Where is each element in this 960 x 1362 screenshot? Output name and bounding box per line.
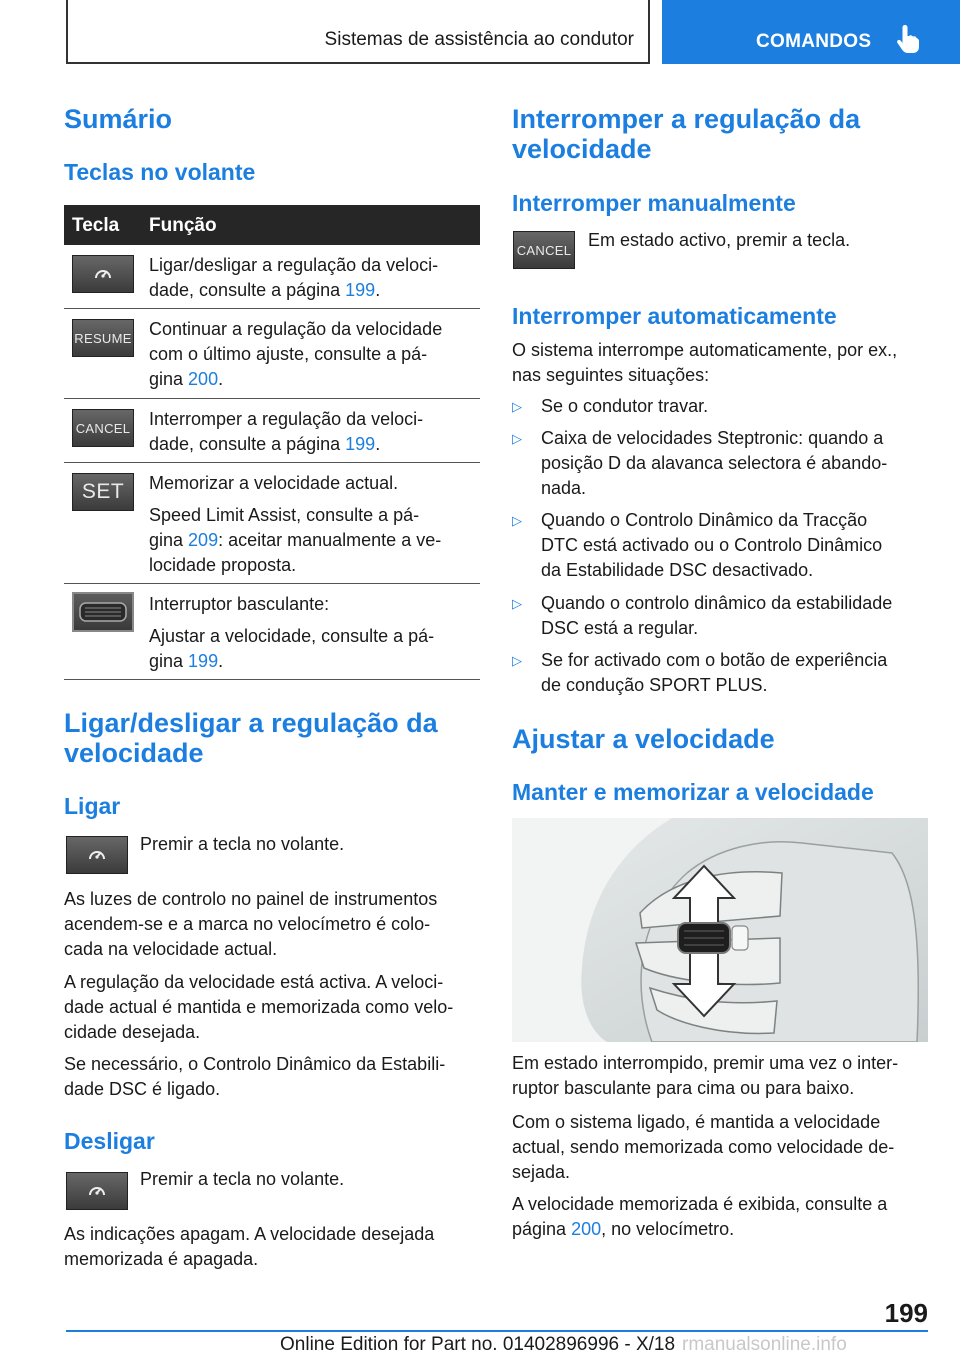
speedometer-key-image xyxy=(66,836,128,874)
header-chapter-label: COMANDOS xyxy=(756,31,872,52)
heading-interromper-automaticamente: Interromper automaticamente xyxy=(512,303,837,329)
table-row xyxy=(64,309,480,399)
table-row xyxy=(64,584,480,680)
heading-teclas-no-volante: Teclas no volante xyxy=(64,159,256,185)
table-row xyxy=(64,463,480,584)
row-text: Memorizar a velocidade actual. Speed Limit Assist, consulte a pá- gina 209: aceitar manualmente a ve- locidade proposta. xyxy=(149,473,442,575)
illus-paragraph-1: Em estado interrompido, premir uma vez o inter- ruptor basculante para cima ou para baixo. xyxy=(512,1053,899,1098)
heading-ajustar-velocidade: Ajustar a velocidade xyxy=(512,724,775,754)
table-row xyxy=(64,245,480,309)
heading-sumario: Sumário xyxy=(64,104,173,134)
illus-paragraph-2: Com o sistema ligado, é mantida a velocidade actual, sendo memorizada como velocidade de- sejada. xyxy=(512,1112,895,1182)
desligar-key-text: Premir a tecla no volante. xyxy=(140,1169,345,1189)
ligar-paragraph-1: As luzes de controlo no painel de instrumentos acendem-se e a marca no velocímetro é colo- cada na velocidade actual. xyxy=(64,889,438,959)
table-header-key: Tecla xyxy=(72,215,120,236)
table-row xyxy=(64,399,480,463)
rocker-switch-key-image xyxy=(72,592,134,632)
speedometer-icon xyxy=(86,1182,108,1200)
speedometer-key-image xyxy=(72,255,134,293)
heading-manter-memorizar: Manter e memorizar a velocidade xyxy=(512,779,874,805)
bullet-triangle-icon: ▷ xyxy=(512,399,522,414)
page-link[interactable]: 199 xyxy=(345,280,376,300)
speedometer-icon xyxy=(86,846,108,864)
bullet-triangle-icon: ▷ xyxy=(512,596,522,611)
table-header-function: Função xyxy=(149,215,217,236)
footer-divider xyxy=(66,1330,928,1332)
bullet-triangle-icon: ▷ xyxy=(512,653,522,668)
row-text: Ligar/desligar a regulação da veloci- dade, consulte a página 199. xyxy=(149,255,439,300)
header-chapter-tab[interactable] xyxy=(662,0,960,64)
resume-key-image: RESUME xyxy=(72,319,134,357)
speedometer-icon xyxy=(92,265,114,283)
heading-ligar-desligar: Ligar/desligar a regulação da velocidade xyxy=(64,708,438,768)
bullet-triangle-icon: ▷ xyxy=(512,431,522,446)
rocker-switch-icon xyxy=(78,600,128,624)
heading-ligar: Ligar xyxy=(64,793,121,819)
page-link[interactable]: 200 xyxy=(571,1219,602,1239)
heading-interromper-manualmente: Interromper manualmente xyxy=(512,190,796,216)
header-section-box xyxy=(66,0,650,64)
keys-table xyxy=(64,205,480,680)
footer-edition: Online Edition for Part no. 01402896996 - X/18 xyxy=(280,1334,676,1355)
table-header xyxy=(64,205,480,245)
page-link[interactable]: 199 xyxy=(345,434,376,454)
steering-wheel-rocker-illustration xyxy=(512,818,928,1042)
ligar-key-text: Premir a tecla no volante. xyxy=(140,834,345,854)
page-link[interactable]: 200 xyxy=(188,369,219,389)
cancel-key-image: CANCEL xyxy=(72,409,134,447)
ligar-paragraph-3: Se necessário, o Controlo Dinâmico da Estabili- dade DSC é ligado. xyxy=(64,1054,446,1099)
speedometer-key-image xyxy=(66,1172,128,1210)
manual-text: Em estado activo, premir a tecla. xyxy=(588,230,851,250)
desligar-paragraph: As indicações apagam. A velocidade desejada memorizada é apagada. xyxy=(64,1224,435,1269)
page-link[interactable]: 199 xyxy=(188,651,219,671)
heading-interromper: Interromper a regulação da velocidade xyxy=(512,104,861,164)
pointing-hand-icon xyxy=(896,24,920,54)
set-key-image: SET xyxy=(72,473,134,511)
bullet-triangle-icon: ▷ xyxy=(512,513,522,528)
auto-paragraph: O sistema interrompe automaticamente, por ex., nas seguintes situações: xyxy=(512,340,898,385)
page-link[interactable]: 209 xyxy=(188,530,219,550)
ligar-paragraph-2: A regulação da velocidade está activa. A veloci- dade actual é mantida e memorizada como velo- cidade desejada. xyxy=(64,972,454,1042)
row-text: Interromper a regulação da veloci- dade, consulte a página 199. xyxy=(149,409,424,454)
header-section-title: Sistemas de assistência ao condutor xyxy=(324,29,634,50)
page-number: 199 xyxy=(884,1298,928,1328)
cancel-key-image: CANCEL xyxy=(513,231,575,269)
row-text: Continuar a regulação da velocidade com o último ajuste, consulte a pá- gina 200. xyxy=(149,319,443,389)
row-text: Interruptor basculante: Ajustar a velocidade, consulte a pá- gina 199. xyxy=(149,594,435,671)
footer-watermark: rmanualsonline.info xyxy=(682,1334,847,1355)
illus-paragraph-3: A velocidade memorizada é exibida, consulte a página 200, no velocímetro. xyxy=(512,1194,888,1239)
heading-desligar: Desligar xyxy=(64,1128,155,1154)
